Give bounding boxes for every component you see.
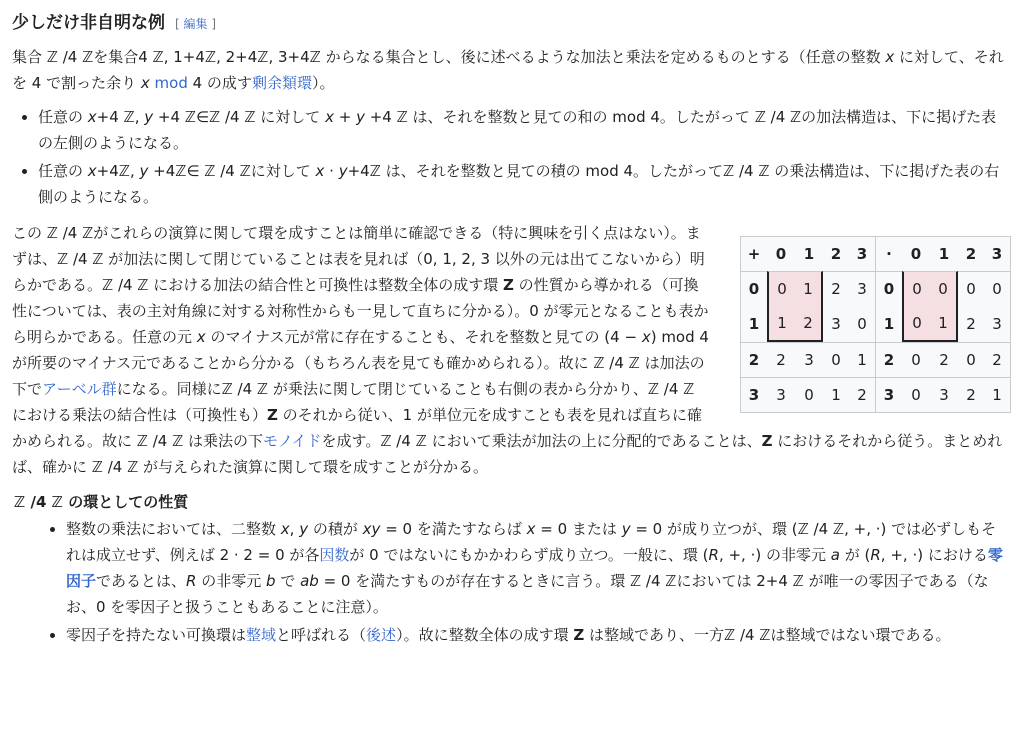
list-item: • 零因子を持たない可換環は整域と呼ばれる（後述）。故に整数全体の成す環 Z は整域であり、一方ℤ /4 ℤは整域ではない環である。 [66, 622, 1011, 648]
abelian-group-link[interactable]: アーベル群 [42, 380, 117, 398]
edit-link[interactable]: 編集 [183, 17, 208, 31]
edit-section: [ 編集 ] [175, 17, 217, 31]
table-row: 3 3 0 1 2 3 0 3 2 1 [741, 377, 1010, 412]
list-item: • 任意の x+4 ℤ, y +4 ℤ∈ℤ /4 ℤ に対して x + y +4 ℤ は、それを整数と見ての和の mod 4。したがって ℤ /4 ℤの加法構造は、下に掲げた表の左側のようになる。 [38, 104, 1011, 156]
table-row: 1 1 2 3 0 1 0 1 2 3 [741, 306, 1010, 342]
property-list [12, 516, 1011, 648]
see-below-link[interactable]: 後述 [366, 626, 397, 644]
subsection-title: ℤ /4 ℤ の環としての性質 [14, 493, 189, 511]
mod-link[interactable]: mod [154, 74, 188, 92]
zero-divisor-link[interactable]: 零因子 [66, 546, 1003, 590]
table-row: 0 0 1 2 3 0 0 0 0 0 [741, 271, 1010, 306]
operation-list [12, 104, 1011, 210]
table-row: 2 2 3 0 1 2 0 2 0 2 [741, 342, 1010, 377]
residue-ring-link[interactable]: 剰余類環 [251, 74, 312, 92]
integral-domain-link[interactable]: 整域 [246, 626, 277, 644]
mul-op-header: · [875, 237, 902, 271]
section-heading [12, 0, 1011, 38]
ring-discussion [12, 220, 1011, 480]
list-item: • 任意の x+4ℤ, y +4ℤ∈ ℤ /4 ℤに対して x · y+4ℤ は、それを整数と見ての積の mod 4。したがってℤ /4 ℤ の乗法構造は、下に掲げた表の右側のようになる。 [38, 158, 1011, 210]
monoid-link[interactable]: モノイド [263, 432, 322, 450]
factor-link[interactable]: 因数 [319, 546, 350, 564]
list-item: • 整数の乗法においては、二整数 x, y の積が xy = 0 を満たすならば x = 0 または y = 0 が成り立つが、環 (ℤ /4 ℤ, +, ·) では必ずしもそれは成立せず、例えば 2 · 2 = 0 が各因数が 0 ではないにもかかわらず成り立つ。一般に、環 (R, +, ·) の非零元 a が (R, +, ·) における零因子であるとは、R の非零元 b で ab = 0 を満たすものが存在するときに言う。環 ℤ /4 ℤにおいては 2+4 ℤ が唯一の零因子である（なお、0 を零因子と扱うこともあることに注意）。 [66, 516, 1011, 620]
add-op-header: + [747, 245, 761, 263]
section-title: 少しだけ非自明な例 [12, 13, 165, 33]
ring-proof-paragraph: この ℤ /4 ℤがこれらの演算に関して環を成すことは簡単に確認できる（特に興味を引く点はない）。まずは、ℤ /4 ℤ が加法に関して閉じていることは表を見れば（0, 1, 2, 3 以外の元は出てこないから）明らかである。ℤ /4 ℤ における加法の結合性と可換性は整数全体の成す環 Z の性質から導かれる（可換性については、表の主対角線に対する対称性からも一見して直ちに分かる）。0 が零元となることも表から明らかである。任意の元 x のマイナス元が常に存在することも、それを整数と見ての (4 − x) mod 4 が所要のマイナス元であることから分かる（もちろん表を見ても確かめられる）。故に ℤ /4 ℤ は加法の下でアーベル群になる。同様にℤ /4 ℤ が乗法に関して閉じていることも右側の表から分かり、ℤ /4 ℤ における乗法の結合性は（可換性も）Z のそれから従い、1 が単位元を成すことも表を見れば直ちに確かめられる。故に ℤ /4 ℤ は乗法の下モノイドを成す。ℤ /4 ℤ において乗法が加法の上に分配的であることは、Z におけるそれから従う。まとめれば、確かに ℤ /4 ℤ が与えられた演算に関して環を成すことが分かる。 [12, 224, 1003, 476]
cayley-table: + 0 1 2 3 · 0 1 2 3 0 0 1 2 3 0 0 0 0 0 1 1 2 3 0 1 0 1 2 3 2 2 3 0 1 2 0 2 0 2 3 3 0 1 2 3 0 3 2 1 [740, 236, 1011, 413]
intro-paragraph: 集合 ℤ /4 ℤを集合4 ℤ, 1+4ℤ, 2+4ℤ, 3+4ℤ からなる集合とし、後に述べるような加法と乗法を定めるものとする（任意の整数 x に対して、それを 4 で割った余り x mod 4 の成す剰余類環）。 [12, 48, 1004, 92]
